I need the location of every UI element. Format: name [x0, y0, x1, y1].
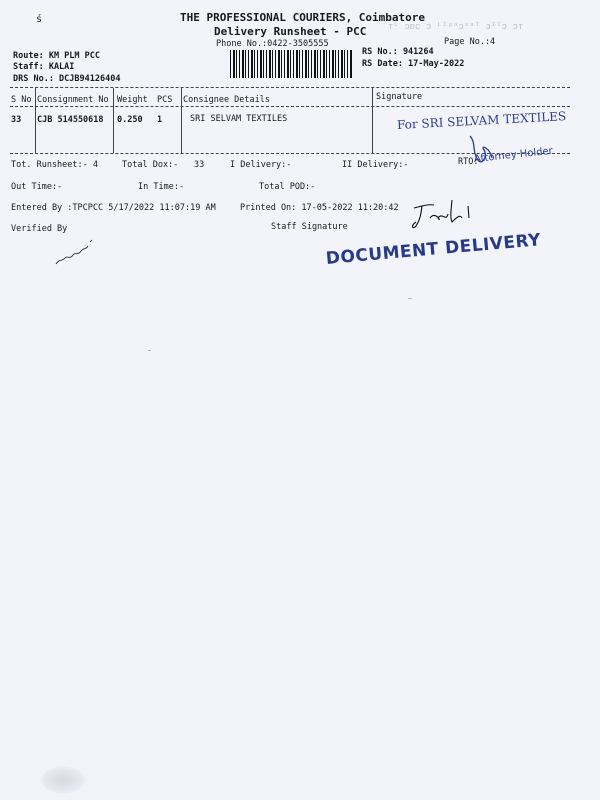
table-header-rule [10, 106, 570, 107]
row-pcs: 1 [157, 115, 163, 125]
faint-background-text: ᴛᴸ ᴐᴅᴄ ᴐ ᴸᴵᵍᵊᴐᵊᵊᴵ ᴐᴵᴵᴐ ᴐᴛ [388, 22, 524, 32]
header-signature: Signature [376, 92, 423, 102]
paper-smudge [40, 766, 86, 794]
total-pod: Total POD:- [259, 182, 316, 192]
table-top-rule [10, 87, 570, 88]
staff-name: Staff: KALAI [13, 62, 75, 72]
header-consignment: Consignment No [37, 95, 109, 105]
barcode [230, 50, 352, 78]
stray-mark [408, 298, 412, 299]
column-divider [113, 88, 114, 153]
column-divider [35, 88, 36, 153]
verified-by: Verified By [11, 224, 68, 234]
second-delivery: II Delivery:- [342, 160, 409, 170]
row-consignment: CJB 514550618 [37, 115, 104, 125]
printed-on: Printed On: 17-05-2022 11:20:42 [240, 203, 399, 213]
column-divider [372, 88, 373, 153]
company-stamp: For SRI SELVAM TEXTILES [396, 109, 567, 132]
header-sno: S No [11, 95, 32, 105]
total-dox-label: Total Dox:- [122, 160, 179, 170]
header-weight: Weight [117, 95, 148, 105]
entered-by: Entered By :TPCPCC 5/17/2022 11:07:19 AM [11, 203, 216, 213]
row-weight: 0.250 [117, 115, 143, 125]
rs-date: RS Date: 17-May-2022 [362, 59, 465, 69]
rs-number: RS No.: 941264 [362, 47, 434, 57]
row-consignee: SRI SELVAM TEXTILES [190, 114, 288, 124]
attorney-holder-stamp: Attorney Holder [473, 145, 554, 165]
route: Route: KM PLM PCC [13, 51, 100, 61]
verifier-signature [52, 236, 100, 270]
staff-signature-kalai [408, 196, 480, 234]
drs-number: DRS No.: DCJB94126404 [13, 74, 121, 84]
staff-signature-label: Staff Signature [271, 222, 348, 232]
corner-mark: ś [36, 14, 43, 25]
first-delivery: I Delivery:- [230, 160, 292, 170]
document-title: Delivery Runsheet - PCC [214, 25, 367, 38]
out-time: Out Time:- [11, 182, 63, 192]
page-number: Page No.:4 [444, 37, 496, 47]
rto-label: RTO: [458, 157, 479, 167]
stray-mark [148, 350, 151, 351]
phone-number: Phone No.:0422-3505555 [216, 39, 329, 49]
document-delivery-stamp: DOCUMENT DELIVERY [325, 230, 542, 269]
header-consignee: Consignee Details [183, 95, 270, 105]
in-time: In Time:- [138, 182, 185, 192]
row-sno: 33 [11, 115, 22, 125]
total-dox-value: 33 [194, 160, 205, 170]
total-runsheet: Tot. Runsheet:- 4 [11, 160, 98, 170]
company-name: THE PROFESSIONAL COURIERS, Coimbatore [180, 11, 426, 24]
column-divider [181, 88, 182, 153]
header-pcs: PCS [157, 95, 173, 105]
